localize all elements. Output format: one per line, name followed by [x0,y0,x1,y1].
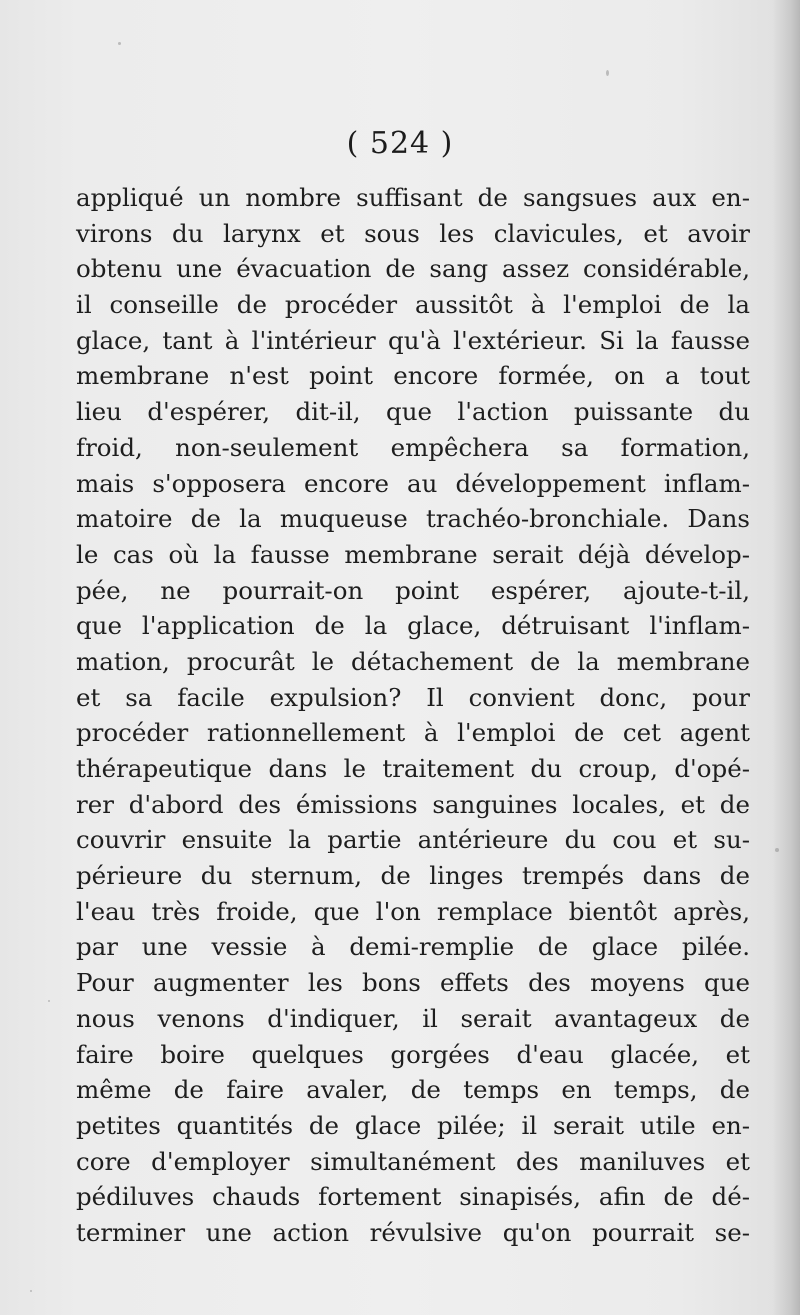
paper-speck [606,70,609,76]
text-line: terminer une action révulsive qu'on pourrait se- [76,1217,750,1247]
text-line: Pour augmenter les bons effets des moyens que [76,968,750,998]
page-number: ( 524 ) [346,126,454,161]
text-line: core d'employer simultanément des maniluves et [76,1146,750,1176]
text-line: lieu d'espérer, dit-il, que l'action puissante du [76,397,750,427]
text-line: même de faire avaler, de temps en temps, de [76,1075,750,1105]
text-line: couvrir ensuite la partie antérieure du cou et su- [76,825,750,855]
text-line: nous venons d'indiquer, il serait avantageux de [76,1003,750,1033]
text-line: il conseille de procéder aussitôt à l'emploi de la [76,290,750,320]
text-line: matoire de la muqueuse trachéo-bronchiale. Dans [76,504,750,534]
text-line: que l'application de la glace, détruisant l'inflam- [76,611,750,641]
text-line: froid, non-seulement empêchera sa formation, [76,432,750,462]
paper-speck [48,1000,50,1002]
paper-speck [775,848,779,852]
text-line: virons du larynx et sous les clavicules, et avoir [76,218,750,248]
text-line: et sa facile expulsion? Il convient donc, pour [76,682,750,712]
text-line: petites quantités de glace pilée; il serait utile en- [76,1110,750,1140]
text-line: faire boire quelques gorgées d'eau glacée, et [76,1039,750,1069]
text-line: rer d'abord des émissions sanguines locales, et de [76,789,750,819]
text-line: par une vessie à demi-remplie de glace pilée. [76,932,750,962]
paper-speck [118,42,121,45]
text-line: membrane n'est point encore formée, on a tout [76,361,750,391]
text-line: pédiluves chauds fortement sinapisés, afin de dé- [76,1182,750,1212]
text-line: mais s'opposera encore au développement inflam- [76,468,750,498]
text-line: le cas où la fausse membrane serait déjà dévelop- [76,539,750,569]
text-line: mation, procurât le détachement de la membrane [76,646,750,676]
text-line: l'eau très froide, que l'on remplace bientôt après, [76,896,750,926]
paper-speck [30,1290,32,1292]
text-line: appliqué un nombre suffisant de sangsues aux en- [76,183,750,212]
text-line: glace, tant à l'intérieur qu'à l'extérieur. Si la fausse [76,325,750,355]
text-line: pée, ne pourrait-on point espérer, ajoute-t-il, [76,575,750,605]
text-line: procéder rationnellement à l'emploi de cet agent [76,718,750,748]
text-line: périeure du sternum, de linges trempés dans de [76,861,750,891]
page-edge-shadow [772,0,800,1315]
text-line: thérapeutique dans le traitement du croup, d'opé- [76,754,750,783]
text-line: obtenu une évacuation de sang assez considérable, [76,254,750,284]
body-text [76,180,750,1251]
